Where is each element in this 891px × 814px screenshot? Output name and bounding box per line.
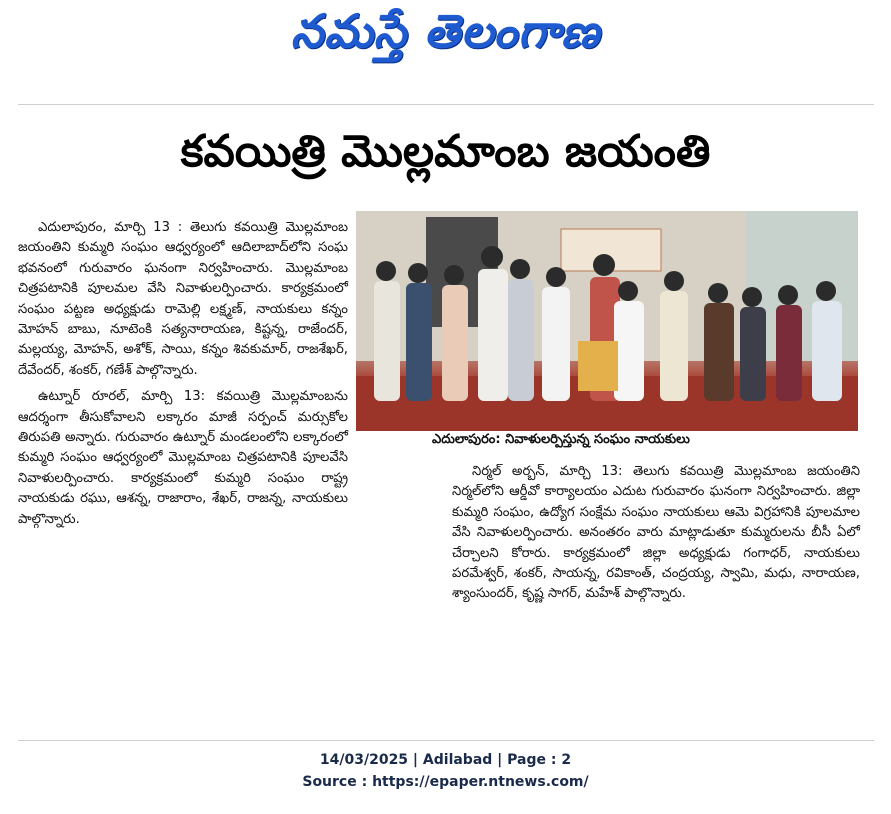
article-paragraph: ఎదులాపురం, మార్చి 13 : తెలుగు కవయిత్రి మొల్లమాంబ జయంతిని కుమ్మరి సంఘం ఆధ్వర్యంలో ఆదిలాబాద్‌లోని సంఘ భవనంలో గురువారం ఘనంగా నిర్వహించారు. మొల్లమాంబ చిత్రపటానికి పూలమల వేసి నివాళులర్పించారు. కార్యక్రమంలో సంఘం పట్టణ అధ్యక్షుడు రామెల్లి లక్ష్మణ్, నాయకులు కన్నం మోహన్ బాబు, నూటెంకి సత్యనారాయణ, కిష్టన్న, రాజేందర్, మల్లయ్య, మోహన్, అశోక్, సాయి, కన్నం శివకుమార్, రాజశేఖర్, దేవేందర్, శంకర్, గణేశ్ పాల్గొన్నారు. (18, 220, 348, 378)
right-column (452, 462, 860, 611)
group-photo-illustration (356, 211, 858, 431)
article-paragraph: నిర్మల్ అర్బన్, మార్చి 13: తెలుగు కవయిత్రి మొల్లమాంబ జయంతిని నిర్మల్‌లోని ఆర్డీవో కార్యాలయం ఎదుట గురువారం ఘనంగా నిర్వహించారు. జిల్లా కుమ్మరి సంఘం, ఉద్యోగ సంక్షేమ సంఘం నాయకులు ఆమె విగ్రహానికి పూలమాల వేసి నివాళులర్పించారు. అనంతరం వారు మాట్లాడుతూ కుమ్మరులను బీసీ ఏలో చేర్చాలని కోరారు. కార్యక్రమంలో జిల్లా అధ్యక్షుడు గంగాధర్, నాయకులు పరమేశ్వర్, శంకర్, సాయన్న, రవికాంత్, చంద్రయ్య, స్వామి, మధు, నారాయణ, శ్యాంసుందర్, కృష్ణ సాగర్, మహేశ్ పాల్గొన్నారు. (452, 464, 860, 602)
masthead-logo: నమస్తే తెలంగాణ (290, 4, 601, 58)
left-column (18, 218, 348, 536)
divider (18, 740, 874, 741)
headline: కవయిత్రి మొల్లమాంబ జయంతి (180, 126, 711, 177)
footer-dateline: 14/03/2025 | Adilabad | Page : 2 (319, 752, 572, 768)
photo-caption: ఎదులాపురం: నివాళులర్పిస్తున్న సంఘం నాయకులు (432, 432, 690, 447)
article-paragraph: ఉట్నూర్ రూరల్, మార్చి 13: కవయిత్రి మొల్లమాంబను ఆదర్శంగా తీసుకోవాలని లక్కారం మాజీ సర్పంచ్ మర్సుకోల తిరుపతి అన్నారు. గురువారం ఉట్నూర్ మండలంలోని లక్కారంలో కుమ్మరి సంఘం ఆధ్వర్యంలో మొల్లమాంబ చిత్రపటానికి పూలవేసి నివాళులర్పించారు. కార్యక్రమంలో కుమ్మరి సంఘం రాష్ట్ర నాయకుడు రఘు, ఆశన్న, రాజారాం, శేఖర్, రాజన్న, నాయకులు పాల్గొన్నారు. (18, 389, 348, 527)
footer-source: Source : https://epaper.ntnews.com/ (302, 774, 589, 790)
divider (18, 104, 874, 105)
news-photo (356, 211, 858, 431)
